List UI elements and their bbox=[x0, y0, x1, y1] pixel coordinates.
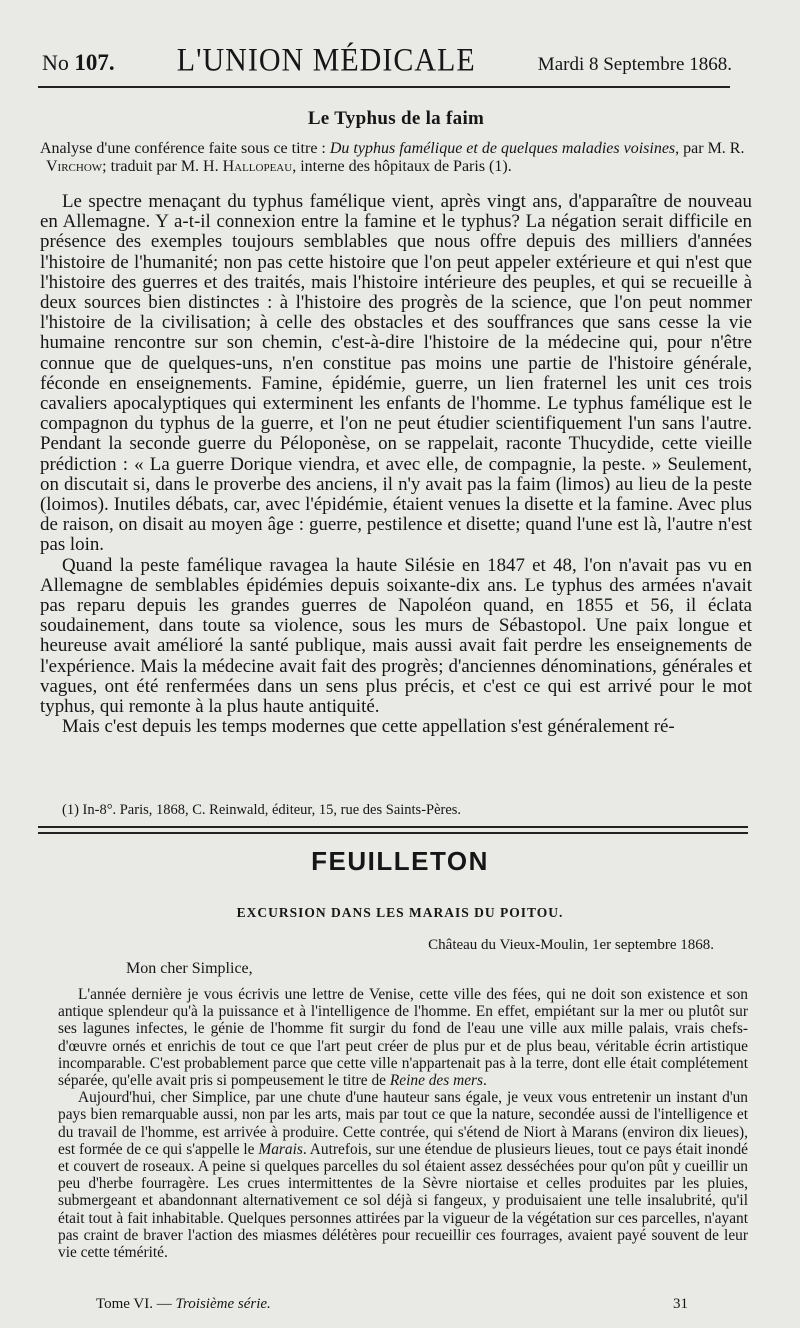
issue-date: Mardi 8 Septembre 1868. bbox=[537, 54, 732, 75]
analyse-end: , interne des hôpitaux de Paris (1). bbox=[292, 158, 512, 175]
feuilleton-salutation: Mon cher Simplice, bbox=[126, 960, 253, 977]
article-paragraph: Le spectre menaçant du typhus famélique vient, après vingt ans, d'apparaître de nouveau en Allemagne. Y a-t-il connexion entre la famine et le typhus? La négation serait difficile en présence des exemples toujours semblables que nous offre depuis des milliers d'années l'histoire de l'humanité; non pas cette histoire que l'on peut appeler extérieure et qui n'est que l'histoire des guerres et des traités, mais l'histoire intérieure des peuples, et qui se recueille à deux sources bien distinctes : à l'histoire des progrès de la science, que l'on peut nommer l'histoire de la civilisation; à celle des obstacles et des souffrances que sans cesse la vie humaine rencontre sur son chemin, c'est-à-dire l'histoire de la médecine qui, pour n'être connue que de quelques-uns, n'en constitue pas moins une partie de l'histoire générale, féconde en enseignements. Famine, épidémie, guerre, un lien fraternel les unit ces trois cavaliers apocalyptiques qui exterminent les enfants de l'homme. Le typhus famélique est le compagnon du typhus de la guerre, et l'on ne peut étudier scientifiquement l'un sans l'autre. Pendant la seconde guerre du Péloponèse, on se rappelait, raconte Thucydide, cette vieille prédiction : « La guerre Dorique viendra, et avec elle, de compagnie, la peste. » Seulement, on discutait si, dans le proverbe des anciens, il n'y avait pas la faim (limos) au lieu de la peste (loimos). Inutiles débats, car, avec l'épidémie, étaient venues la disette et la famine. Avec plus de raison, on disait au moyen âge : guerre, pestilence et disette; quand l'une est là, l'autre n'est pas loin. bbox=[40, 191, 752, 556]
section-divider bbox=[38, 826, 748, 834]
analyse-author: Virchow bbox=[46, 158, 103, 175]
header-rule bbox=[38, 86, 730, 88]
footer-volume bbox=[96, 1296, 271, 1313]
issue-number-prefix: No bbox=[42, 50, 69, 75]
article-paragraph: Mais c'est depuis les temps modernes que cette appellation s'est généralement ré- bbox=[62, 716, 675, 738]
page-footer bbox=[96, 1296, 688, 1313]
analyse-title: Du typhus famélique et de quelques maladies voisines bbox=[329, 140, 676, 157]
issue-number-value: 107. bbox=[74, 50, 115, 75]
feuilleton-text: . Autrefois, sur une étendue de plusieurs lieues, tout ce pays était inondé et couvert de roseaux. A peine si quelques parcelles du sol étaient assez desséchées pour qu'on pût y cueillir un peu d'herbe fourragère. Les crues intermittentes de la Sèvre niortaise et celles produites par les pluies, submergeant et abandonnant alternativement ce sol déjà si fangeux, y produisaient une telle insalubrité, qu'il était tout à fait inhabitable. Quelques personnes attirées par la vigueur de la végétation sur ces parcelles, n'ayant pas craint de braver l'action des miasmes délétères pour recueillir ces fourrages, avaient payé souvent de leur vie cette témérité. bbox=[58, 1140, 748, 1262]
feuilleton-text: . bbox=[483, 1072, 487, 1090]
feuilleton-paragraph bbox=[58, 986, 748, 1089]
article-title: Le Typhus de la faim bbox=[307, 108, 485, 129]
feuilleton-paragraph bbox=[58, 1089, 748, 1261]
feuilleton-emphasis: Reine des mers bbox=[389, 1072, 484, 1090]
page-header bbox=[42, 44, 732, 78]
analyse-translator: Hallopeau bbox=[222, 158, 293, 175]
article-body bbox=[40, 192, 752, 737]
article-analyse bbox=[40, 140, 752, 176]
footer-tome: Tome VI. — bbox=[96, 1296, 172, 1312]
analyse-by: , par M. R. bbox=[675, 140, 745, 157]
article-footnote: (1) In-8°. Paris, 1868, C. Reinwald, éditeur, 15, rue des Saints-Pères. bbox=[62, 802, 462, 818]
page-number: 31 bbox=[673, 1296, 688, 1312]
footer-series: Troisième série. bbox=[175, 1296, 271, 1312]
feuilleton-dateline: Château du Vieux-Moulin, 1er septembre 1868. bbox=[428, 937, 714, 953]
feuilleton-body bbox=[58, 986, 748, 1261]
feuilleton-heading: FEUILLETON bbox=[311, 846, 489, 876]
feuilleton-text: Aujourd'hui, cher Simplice, par une chute d'une hauteur sans égale, je veux vous entretenir un instant d'un pays bien remarquable aussi, non par les arts, mais par tout ce que la nature, secondée aussi de l'intelligence et du travail de l'homme, est arrivée à produire. Cette contrée, qui s'étend de Niort à Marans (environ dix lieues), est formée de ce qui s'appelle le bbox=[58, 1089, 748, 1158]
analyse-prefix: Analyse d'une conférence faite sous ce titre : bbox=[40, 140, 326, 157]
issue-number bbox=[42, 50, 115, 76]
feuilleton-emphasis: Marais bbox=[258, 1140, 303, 1158]
feuilleton-subtitle: EXCURSION DANS LES MARAIS DU POITOU. bbox=[236, 905, 564, 920]
analyse-translated: ; traduit par M. H. bbox=[102, 158, 219, 175]
article bbox=[40, 108, 752, 737]
journal-title: L'UNION MÉDICALE bbox=[176, 42, 476, 79]
article-paragraph: Quand la peste famélique ravagea la haute Silésie en 1847 et 48, l'on n'avait pas vu en Allemagne de semblables épidémies depuis soixante-dix ans. Le typhus des armées n'avait pas reparu depuis les grandes guerres de Napoléon quand, en 1855 et 56, il éclata soudainement, dans toute sa violence, sous les murs de Sébastopol. Une paix longue et heureuse avait amélioré la santé publique, mais aussi avait fait perdre les enseignements de l'expérience. Mais la médecine avait fait des progrès; d'anciennes dénominations, générales et vagues, ont été renfermées dans un sens plus précis, et c'est ce qui est arrivé pour le mot typhus, qui remonte à la plus haute antiquité. bbox=[40, 554, 752, 718]
feuilleton-text: L'année dernière je vous écrivis une lettre de Venise, cette ville des fées, qui ne doit son existence et son antique splendeur qu'à la puissance et à l'intelligence de l'homme. En effet, empiétant sur la mer ou plutôt sur ses lagunes infectes, le génie de l'homme fit surgir du fond de l'eau une ville aux mille palais, vrais chefs-d'œuvre ornés et enrichis de tout ce que l'art peut créer de plus pur et de plus beau, véritable écrin artistique incomparable. C'est probablement parce que cette ville n'appartenait pas à la terre, dont elle était complétement séparée, qu'elle avait pris si pompeusement le titre de bbox=[58, 986, 748, 1090]
